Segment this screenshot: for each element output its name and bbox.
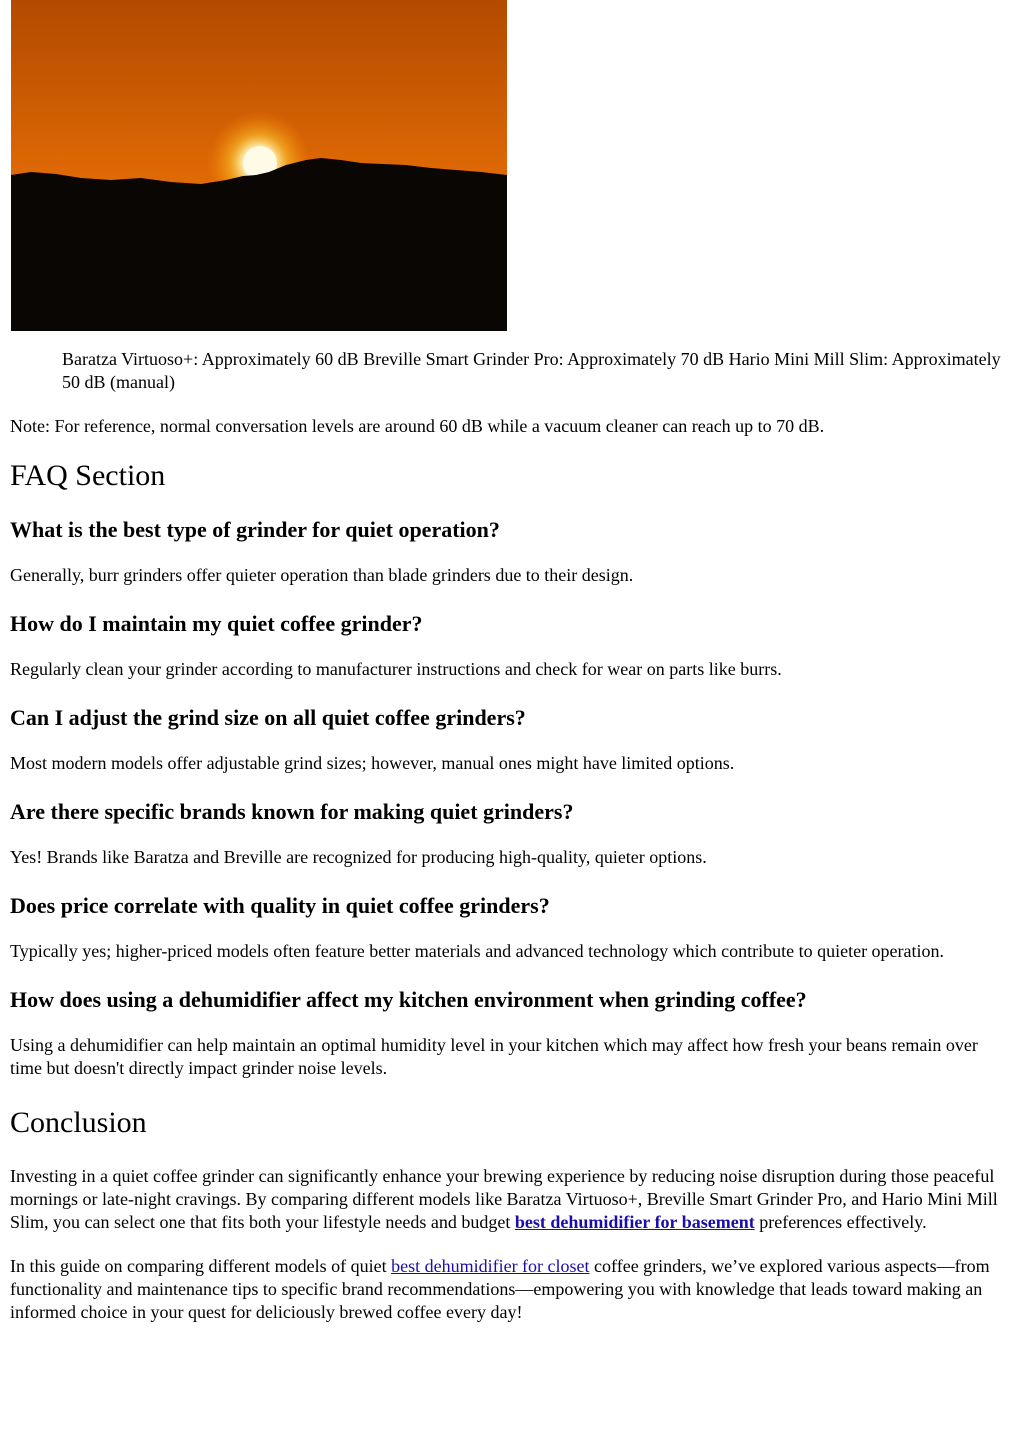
faq-question: Are there specific brands known for making quiet grinders? xyxy=(10,799,574,824)
conclusion-paragraph-1 xyxy=(10,1165,1014,1234)
article xyxy=(10,0,1014,1324)
closet-dehumidifier-link[interactable]: best dehumidifier for closet xyxy=(391,1256,590,1276)
conclusion-text: Investing in a quiet coffee grinder can significantly enhance your brewing experience by reducing noise disruption during those peaceful mornings or late-night cravings. By comparing different models like Baratza Virtuoso+, Breville Smart Grinder Pro, and Hario Mini Mill Slim, you can select one that fits both your lifestyle needs and budget xyxy=(10,1166,998,1232)
faq-question: How does using a dehumidifier affect my kitchen environment when grinding coffee? xyxy=(10,987,807,1012)
faq-question: Does price correlate with quality in quiet coffee grinders? xyxy=(10,893,550,918)
faq-answer: Generally, burr grinders offer quieter operation than blade grinders due to their design. xyxy=(10,565,634,585)
conclusion-text: coffee grinders, we’ve explored various aspects—from functionality and maintenance tips to specific brand recommendations—empowering you with knowledge that leads toward making an informed choice in your quest for deliciously brewed coffee every day! xyxy=(10,1256,990,1322)
mountain-silhouette xyxy=(11,158,507,331)
sunset-illustration xyxy=(11,0,507,331)
conclusion-paragraph-2 xyxy=(10,1255,1014,1324)
faq-answer: Most modern models offer adjustable grind sizes; however, manual ones might have limited options. xyxy=(10,753,735,773)
conclusion-text: In this guide on comparing different models of quiet xyxy=(10,1256,392,1276)
faq-question: What is the best type of grinder for quiet operation? xyxy=(10,517,500,542)
conclusion-text: preferences effectively. xyxy=(754,1212,927,1232)
note-paragraph: Note: For reference, normal conversation levels are around 60 dB while a vacuum cleaner can reach up to 70 dB. xyxy=(10,416,825,436)
faq-question: How do I maintain my quiet coffee grinder? xyxy=(10,611,423,636)
conclusion-heading: Conclusion xyxy=(10,1106,147,1139)
faq-question: Can I adjust the grind size on all quiet coffee grinders? xyxy=(10,705,526,730)
basement-dehumidifier-link[interactable]: best dehumidifier for basement xyxy=(514,1212,755,1232)
faq-answer: Yes! Brands like Baratza and Breville are recognized for producing high-quality, quieter options. xyxy=(10,847,707,867)
noise-levels-list: Baratza Virtuoso+: Approximately 60 dB Breville Smart Grinder Pro: Approximately 70 dB Hario Mini Mill Slim: Approximately 50 dB (manual) xyxy=(62,349,1001,392)
faq-heading: FAQ Section xyxy=(10,459,166,492)
faq-answer: Using a dehumidifier can help maintain an optimal humidity level in your kitchen which may affect how fresh your beans remain over time but doesn't directly impact grinder noise levels. xyxy=(10,1035,978,1078)
faq-answer: Typically yes; higher-priced models often feature better materials and advanced technology which contribute to quieter operation. xyxy=(10,941,945,961)
sunset-image xyxy=(11,0,507,331)
faq-answer: Regularly clean your grinder according to manufacturer instructions and check for wear on parts like burrs. xyxy=(10,659,782,679)
